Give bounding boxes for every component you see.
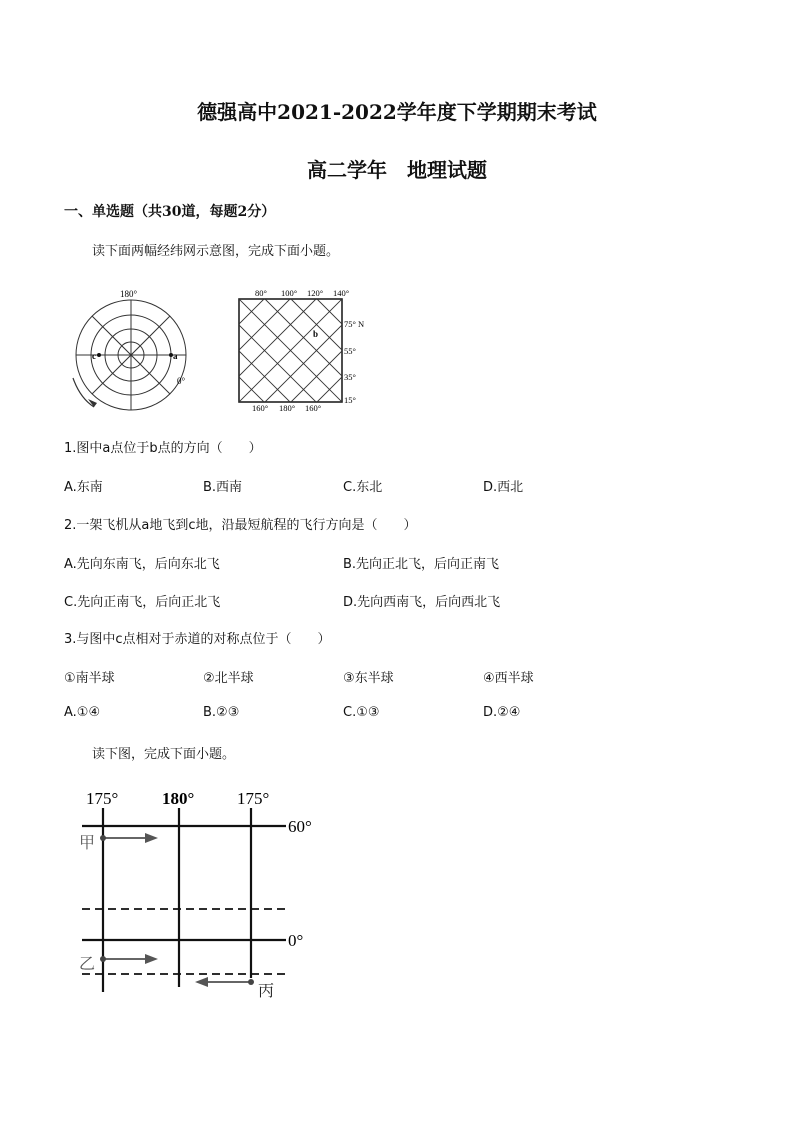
- point-bing-label: 丙: [258, 983, 275, 1000]
- q3-item-1: ①南半球: [64, 671, 115, 686]
- q2-option-d: D.先向西南飞，后向西北飞: [343, 595, 501, 610]
- question-2-stem: 2.一架飞机从a地飞到c地，沿最短航程的飞行方向是（ ）: [64, 518, 417, 533]
- point-yi-label: 乙: [79, 956, 96, 973]
- q2-option-b: B.先向正北飞，后向正南飞: [343, 557, 500, 572]
- q3-option-b: B.②③: [203, 705, 240, 720]
- arrow-icon: [145, 954, 158, 964]
- graticule-grid-figure: [235, 286, 385, 414]
- polar-label-top: 180°: [120, 289, 138, 299]
- grid-top-lon-2: 100°: [281, 288, 298, 298]
- q1-option-a: A.东南: [64, 480, 103, 495]
- lat-label-0: 0°: [288, 931, 304, 950]
- grid-lat-35: 35°: [344, 372, 356, 382]
- grid-top-lon-3: 120°: [307, 288, 324, 298]
- q2-option-c: C.先向正南飞，后向正北飞: [64, 595, 221, 610]
- q3-item-3: ③东半球: [343, 671, 394, 686]
- grid-lat-15: 15°: [344, 395, 356, 405]
- polar-projection-figure: [70, 286, 205, 412]
- q3-option-a: A.①④: [64, 705, 101, 720]
- grid-lat-75: 75° N: [344, 319, 365, 329]
- arrow-icon: [195, 977, 208, 987]
- q3-option-c: C.①③: [343, 705, 380, 720]
- intro-text-1: 读下面两幅经纬网示意图，完成下面小题。: [92, 244, 340, 259]
- q1-option-d: D.西北: [483, 480, 524, 495]
- q1-option-c: C.东北: [343, 480, 383, 495]
- arrow-icon: [145, 833, 158, 843]
- grid-bottom-lon-3: 160°: [305, 403, 322, 413]
- lon-label-175-left: 175°: [86, 789, 119, 808]
- q1-option-b: B.西南: [203, 480, 243, 495]
- grid-top-lon-1: 80°: [255, 288, 267, 298]
- page-subtitle: 高二学年 地理试题: [307, 158, 487, 182]
- question-1-stem: 1.图中a点位于b点的方向（ ）: [64, 441, 262, 456]
- lon-label-175-right: 175°: [237, 789, 270, 808]
- polar-label-bottom: 0°: [177, 376, 186, 386]
- lat-label-60: 60°: [288, 817, 312, 836]
- page-title: 德强高中2021-2022学年度下学期期末考试: [197, 100, 597, 124]
- date-line-figure: [74, 782, 334, 1004]
- grid-bottom-lon-1: 160°: [252, 403, 269, 413]
- section-heading: 一、单选题（共30道，每题2分）: [64, 204, 276, 220]
- q3-item-4: ④西半球: [483, 671, 534, 686]
- lon-label-180: 180°: [162, 789, 195, 808]
- question-3-stem: 3.与图中c点相对于赤道的对称点位于（ ）: [64, 632, 331, 647]
- point-c-label: c: [92, 351, 96, 361]
- q3-option-d: D.②④: [483, 705, 521, 720]
- point-jia-label: 甲: [79, 835, 96, 852]
- grid-lat-55: 55°: [344, 346, 356, 356]
- point-a-label: a: [173, 351, 178, 361]
- grid-bottom-lon-2: 180°: [279, 403, 296, 413]
- q3-item-2: ②北半球: [203, 671, 254, 686]
- q2-option-a: A.先向东南飞，后向东北飞: [64, 557, 220, 572]
- intro-text-2: 读下图，完成下面小题。: [92, 747, 236, 762]
- grid-top-lon-4: 140°: [333, 288, 350, 298]
- point-b-label: b: [313, 329, 319, 339]
